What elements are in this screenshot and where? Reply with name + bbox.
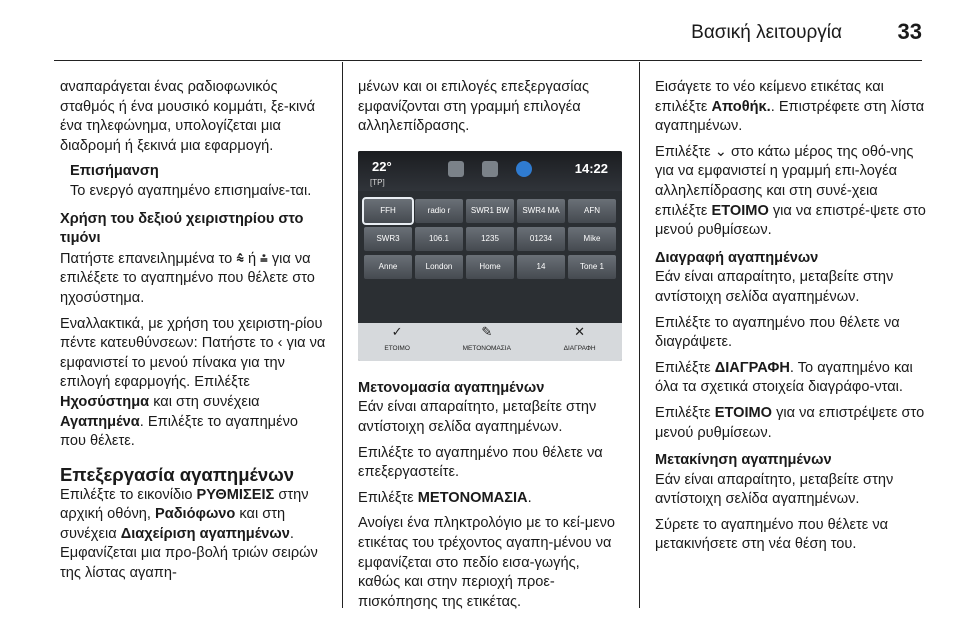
paragraph: Επιλέξτε ⌄ στο κάτω μέρος της οθό-νης για να εμφανιστεί η γραμμή επι-λογέα αλληλεπίδρασης και στη συνέ-χεια επιλέξτε ΕΤΟΙΜΟ για να επιστρέ-ψετε στο μενού ρυθμίσεων.	[655, 143, 926, 239]
heading-delete-favourites: Διαγραφή αγαπημένων	[655, 249, 819, 266]
favourite-tile[interactable]: FFH	[364, 199, 412, 223]
favourites-row	[364, 227, 616, 251]
paragraph: Επιλέξτε το αγαπημένο που θέλετε να διαγράψετε.	[655, 314, 900, 351]
chevron-left-icon: ‹	[277, 335, 283, 352]
paragraph: Επιλέξτε το εικονίδιο ΡΥΘΜΙΣΕΙΣ στην αρχική οθόνη, Ραδιόφωνο και στη συνέχεια Διαχείριση αγαπημένων. Εμφανίζεται μια προ-βολή τριών σειρών της λίστας αγαπη-	[60, 486, 318, 582]
column-divider-1	[342, 62, 343, 608]
favourite-tile[interactable]: Mike	[568, 227, 616, 251]
paragraph: Εάν είναι απαραίτητο, μεταβείτε στην αντίστοιχη σελίδα αγαπημένων.	[358, 399, 597, 435]
paragraph: Εναλλακτικά, με χρήση του χειριστη-ρίου πέντε κατευθύνσεων: Πατήστε το ‹ για να εμφανιστεί το μενού πίνακα για την επιλογή εφαρμογής. Επιλέξτε Ηχοσύστημα και στη συνέχεια Αγαπημένα. Επιλέξτε το αγαπημένο που θέλετε.	[60, 315, 326, 450]
favourite-tile[interactable]: 106.1	[415, 227, 463, 251]
favourite-down-icon: ⩮	[260, 250, 268, 266]
paragraph: Εάν είναι απαραίτητο, μεταβείτε στην αντίστοιχη σελίδα αγαπημένων.	[655, 471, 894, 508]
header-rule	[54, 60, 922, 61]
music-note-icon	[448, 161, 464, 177]
chevron-down-icon: ⌄	[714, 143, 727, 160]
paragraph: Επιλέξτε το αγαπημένο που θέλετε να επεξεργαστείτε.	[358, 444, 603, 481]
note-box	[60, 162, 328, 201]
favourite-tile[interactable]: Home	[466, 255, 514, 279]
paragraph: Πατήστε επανειλημμένα το ⩯ ή ⩮ για να επιλέξετε το αγαπημένο που θέλετε στο ηχοσύστημα.	[60, 250, 315, 306]
paragraph: Σύρετε το αγαπημένο που θέλετε να μετακινήσετε στη νέα θέση του.	[655, 516, 889, 553]
paragraph: Επιλέξτε ΜΕΤΟΝΟΜΑΣΙΑ.	[358, 489, 532, 506]
favourite-tile[interactable]: SWR1 BW	[466, 199, 514, 223]
favourite-tile[interactable]: 14	[517, 255, 565, 279]
page-header	[0, 0, 960, 62]
heading-rename-favourites: Μετονομασία αγαπημένων	[358, 379, 545, 396]
paragraph: Επιλέξτε ΔΙΑΓΡΑΦΗ. Το αγαπημένο και όλα τα σχετικά στοιχεία διαγράφο-νται.	[655, 359, 913, 396]
favourite-tile[interactable]: AFN	[568, 199, 616, 223]
favourites-row	[364, 255, 616, 279]
heading-move-favourites: Μετακίνηση αγαπημένων	[655, 452, 832, 469]
screen-status-bar	[358, 151, 622, 191]
interaction-selector-bar	[358, 323, 622, 361]
tp-indicator: [TP]	[370, 177, 385, 187]
header-title: Βασική λειτουργία	[691, 22, 842, 43]
heading-steering-controls: Χρήση του δεξιού χειριστηρίου στο τιμόνι	[60, 210, 304, 247]
close-icon: ✕	[574, 323, 586, 339]
page-number: 33	[897, 19, 922, 44]
paragraph: Επιλέξτε ΕΤΟΙΜΟ για να επιστρέψετε στο μενού ρυθμίσεων.	[655, 404, 925, 441]
pencil-icon: ✎	[481, 323, 493, 339]
column-2	[358, 78, 624, 618]
favourite-tile[interactable]: 01234	[517, 227, 565, 251]
column-1	[60, 78, 328, 590]
info-icon	[516, 161, 532, 177]
paragraph: αναπαράγεται ένας ραδιοφωνικός σταθμός ή ένα μουσικό κομμάτι, ξε-κινά ένα τηλεφώνημα, υπολογίζεται μια διαδρομή ή ξεκινά μια εφαρμογή.	[60, 79, 316, 154]
rename-button[interactable]: ✎ ΜΕΤΟΝΟΜΑΣΙΑ	[462, 323, 511, 352]
done-button[interactable]: ✓ ΕΤΟΙΜΟ	[384, 323, 410, 352]
column-3	[655, 78, 927, 561]
favourite-up-icon: ⩯	[236, 250, 244, 266]
delete-button[interactable]: ✕ ΔΙΑΓΡΑΦΗ	[563, 323, 596, 352]
checkmark-icon: ✓	[391, 323, 403, 339]
favourite-tile[interactable]: 1235	[466, 227, 514, 251]
favourite-tile[interactable]: Tone 1	[568, 255, 616, 279]
temperature-label: 22°	[372, 158, 392, 174]
paragraph: Εισάγετε το νέο κείμενο ετικέτας και επιλέξτε Αποθήκ.. Επιστρέφετε στη λίστα αγαπημένων.	[655, 79, 925, 135]
paragraph: Ανοίγει ένα πληκτρολόγιο με το κεί-μενο ετικέτας του τρέχοντος αγαπη-μένου να εμφανίζεται στο πεδίο εισα-γωγής, καθώς και στην περιοχή προε-πισκόπησης της ετικέτας.	[358, 515, 616, 610]
favourite-tile[interactable]: SWR3	[364, 227, 412, 251]
column-divider-2	[639, 62, 640, 608]
favourites-row	[364, 199, 616, 223]
clock-label: 14:22	[574, 160, 608, 176]
favourite-tile[interactable]: Anne	[364, 255, 412, 279]
favourites-grid	[364, 199, 616, 283]
infotainment-screen-figure	[358, 151, 622, 361]
favourite-tile[interactable]: London	[415, 255, 463, 279]
phone-icon	[482, 161, 498, 177]
paragraph: Εάν είναι απαραίτητο, μεταβείτε στην αντίστοιχη σελίδα αγαπημένων.	[655, 269, 894, 305]
note-title: Επισήμανση	[70, 163, 159, 180]
heading-edit-favourites: Επεξεργασία αγαπημένων	[60, 463, 295, 485]
note-text: Το ενεργό αγαπημένο επισημαίνε-ται.	[70, 182, 312, 199]
favourite-tile[interactable]: radio r	[415, 199, 463, 223]
favourite-tile[interactable]: SWR4 MA	[517, 199, 565, 223]
paragraph: μένων και οι επιλογές επεξεργασίας εμφανίζονται στη γραμμή επιλογέα αλληλεπίδρασης.	[358, 79, 589, 135]
